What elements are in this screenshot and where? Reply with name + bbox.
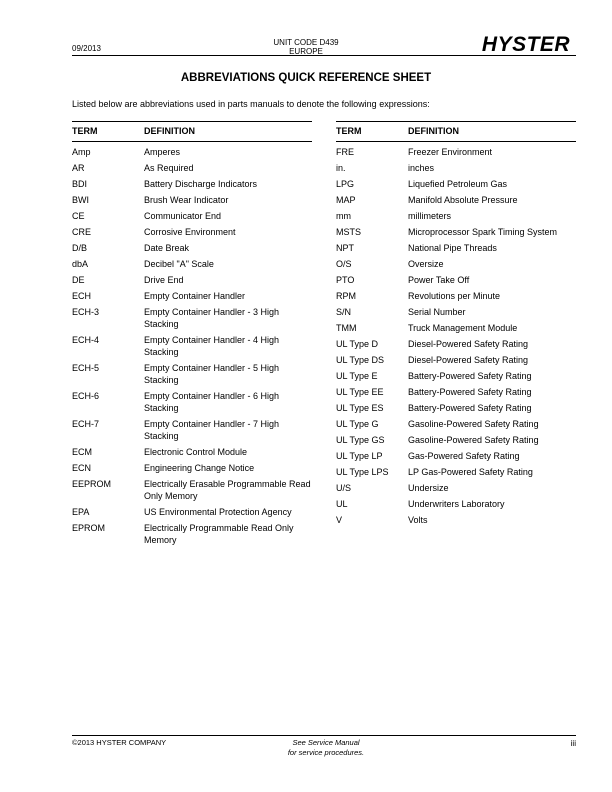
definition-cell: Underwriters Laboratory — [408, 499, 505, 509]
definition-cell: Diesel-Powered Safety Rating — [408, 339, 529, 349]
term-cell: EPROM — [72, 523, 106, 533]
table-rows — [336, 146, 576, 526]
term-cell: mm — [336, 211, 351, 221]
table-row — [336, 434, 576, 446]
definition-cell: Electrically Programmable Read Only Memory — [144, 523, 294, 545]
table-row — [72, 258, 312, 270]
table-row — [72, 462, 312, 474]
definition-cell: Brush Wear Indicator — [144, 195, 229, 205]
definition-cell: Empty Container Handler - 5 High Stacking — [144, 363, 280, 385]
footer-copyright: ©2013 HYSTER COMPANY — [72, 738, 167, 747]
table-row — [336, 290, 576, 302]
table-row — [72, 418, 312, 442]
definition-cell: LP Gas-Powered Safety Rating — [408, 467, 533, 477]
definition-cell: Freezer Environment — [408, 147, 493, 157]
term-cell: TMM — [336, 323, 357, 333]
table-row — [72, 194, 312, 206]
table-row — [336, 194, 576, 206]
definition-cell: Manifold Absolute Pressure — [408, 195, 518, 205]
definition-cell: Diesel-Powered Safety Rating — [408, 355, 529, 365]
footer-rule — [72, 735, 576, 736]
term-cell: ECH-3 — [72, 307, 100, 317]
table-row — [336, 418, 576, 430]
term-cell: BWI — [72, 195, 89, 205]
footer-note — [0, 738, 612, 758]
definition-cell: Engineering Change Notice — [144, 463, 255, 473]
intro-text: Listed below are abbreviations used in parts manuals to denote the following expressions: — [72, 99, 430, 109]
table-row — [72, 446, 312, 458]
table-row — [336, 162, 576, 174]
term-cell: AR — [72, 163, 85, 173]
table-row — [72, 506, 312, 518]
table-row — [336, 514, 576, 526]
table-row — [72, 290, 312, 302]
term-cell: S/N — [336, 307, 352, 317]
term-cell: UL Type E — [336, 371, 378, 381]
term-cell: V — [336, 515, 343, 525]
page-title: ABBREVIATIONS QUICK REFERENCE SHEET — [180, 72, 432, 84]
table-header-rule — [72, 141, 312, 142]
term-cell: UL Type DS — [336, 355, 385, 365]
term-cell: UL Type EE — [336, 387, 384, 397]
definition-column-header: DEFINITION — [408, 126, 459, 136]
term-cell: ECH — [72, 291, 92, 301]
term-cell: O/S — [336, 259, 352, 269]
table-row — [72, 522, 312, 546]
table-row — [72, 334, 312, 358]
definition-cell: inches — [408, 163, 435, 173]
table-row — [336, 322, 576, 334]
term-cell: MSTS — [336, 227, 362, 237]
table-row — [72, 306, 312, 330]
table-row — [336, 450, 576, 462]
table-row — [336, 226, 576, 238]
term-cell: ECN — [72, 463, 92, 473]
definition-cell: Electronic Control Module — [144, 447, 248, 457]
definition-cell: Truck Management Module — [408, 323, 518, 333]
term-cell: EEPROM — [72, 479, 112, 489]
definition-cell: US Environmental Protection Agency — [144, 507, 292, 517]
term-cell: UL Type ES — [336, 403, 384, 413]
abbreviations-table-left — [72, 121, 312, 546]
definition-cell: Gas-Powered Safety Rating — [408, 451, 520, 461]
footer-note-line1: See Service Manual — [292, 738, 360, 747]
definition-cell: Revolutions per Minute — [408, 291, 501, 301]
table-row — [336, 354, 576, 366]
table-rows — [72, 146, 312, 546]
table-row — [72, 210, 312, 222]
term-cell: ECH-4 — [72, 335, 100, 345]
table-row — [72, 178, 312, 190]
page-number: iii — [570, 739, 576, 748]
table-header — [336, 122, 576, 136]
term-cell: UL Type LPS — [336, 467, 389, 477]
definition-cell: Empty Container Handler — [144, 291, 246, 301]
definition-cell: Empty Container Handler - 4 High Stacking — [144, 335, 280, 357]
definition-cell: Date Break — [144, 243, 190, 253]
definition-cell: National Pipe Threads — [408, 243, 497, 253]
definition-cell: Empty Container Handler - 3 High Stacking — [144, 307, 280, 329]
header-date: 09/2013 — [72, 44, 101, 53]
term-cell: UL Type GS — [336, 435, 385, 445]
term-cell: UL Type G — [336, 419, 379, 429]
hyster-logo — [473, 33, 579, 55]
definition-cell: Decibel "A" Scale — [144, 259, 214, 269]
term-cell: EPA — [72, 507, 90, 517]
definition-cell: Drive End — [144, 275, 184, 285]
term-cell: UL — [336, 499, 348, 509]
table-header — [72, 122, 312, 136]
term-cell: Amp — [72, 147, 91, 157]
term-column-header: TERM — [72, 126, 98, 136]
definition-cell: Microprocessor Spark Timing System — [408, 227, 558, 237]
term-cell: CRE — [72, 227, 92, 237]
term-cell: UL Type D — [336, 339, 379, 349]
term-cell: CE — [72, 211, 85, 221]
table-row — [336, 482, 576, 494]
footer-note-line2: for service procedures. — [287, 748, 365, 757]
table-row — [72, 242, 312, 254]
table-row — [336, 466, 576, 478]
term-cell: FRE — [336, 147, 354, 157]
term-cell: NPT — [336, 243, 354, 253]
definition-cell: Communicator End — [144, 211, 222, 221]
svg-text:HYSTER: HYSTER — [481, 33, 571, 55]
region: EUROPE — [289, 47, 323, 56]
header-rule — [72, 55, 576, 56]
table-row — [72, 390, 312, 414]
term-cell: dbA — [72, 259, 89, 269]
table-row — [336, 386, 576, 398]
table-row — [72, 162, 312, 174]
definition-cell: Corrosive Environment — [144, 227, 236, 237]
term-cell: MAP — [336, 195, 356, 205]
table-row — [336, 370, 576, 382]
table-row — [72, 274, 312, 286]
definition-cell: Electrically Erasable Programmable Read Only Memory — [144, 479, 311, 501]
term-column-header: TERM — [336, 126, 362, 136]
term-cell: UL Type LP — [336, 451, 383, 461]
term-cell: PTO — [336, 275, 355, 285]
term-cell: U/S — [336, 483, 352, 493]
table-row — [72, 146, 312, 158]
term-cell: ECM — [72, 447, 92, 457]
table-row — [336, 338, 576, 350]
definition-cell: As Required — [144, 163, 194, 173]
term-cell: in. — [336, 163, 346, 173]
table-row — [336, 498, 576, 510]
table-row — [336, 242, 576, 254]
definition-cell: Empty Container Handler - 7 High Stacking — [144, 419, 280, 441]
definition-cell: Empty Container Handler - 6 High Stacking — [144, 391, 280, 413]
definition-cell: Battery-Powered Safety Rating — [408, 403, 532, 413]
table-header-rule — [336, 141, 576, 142]
table-row — [72, 362, 312, 386]
term-cell: BDI — [72, 179, 88, 189]
definition-cell: Battery-Powered Safety Rating — [408, 371, 532, 381]
unit-code: UNIT CODE D439 — [273, 38, 339, 47]
abbreviations-table-right — [336, 121, 576, 526]
table-row — [336, 258, 576, 270]
term-cell: RPM — [336, 291, 356, 301]
definition-cell: Serial Number — [408, 307, 466, 317]
definition-cell: Gasoline-Powered Safety Rating — [408, 435, 539, 445]
definition-cell: Liquefied Petroleum Gas — [408, 179, 508, 189]
term-cell: DE — [72, 275, 85, 285]
table-row — [72, 226, 312, 238]
table-row — [336, 146, 576, 158]
table-row — [336, 210, 576, 222]
definition-cell: Battery-Powered Safety Rating — [408, 387, 532, 397]
definition-cell: Gasoline-Powered Safety Rating — [408, 419, 539, 429]
term-cell: D/B — [72, 243, 88, 253]
table-row — [336, 178, 576, 190]
definition-cell: Power Take Off — [408, 275, 470, 285]
term-cell: ECH-5 — [72, 363, 100, 373]
term-cell: LPG — [336, 179, 355, 189]
table-row — [336, 402, 576, 414]
definition-cell: Amperes — [144, 147, 181, 157]
table-row — [336, 306, 576, 318]
definition-cell: Volts — [408, 515, 428, 525]
table-row — [336, 274, 576, 286]
definition-cell: Oversize — [408, 259, 444, 269]
definition-column-header: DEFINITION — [144, 126, 195, 136]
term-cell: ECH-6 — [72, 391, 100, 401]
table-row — [72, 478, 312, 502]
definition-cell: millimeters — [408, 211, 452, 221]
term-cell: ECH-7 — [72, 419, 100, 429]
definition-cell: Undersize — [408, 483, 449, 493]
definition-cell: Battery Discharge Indicators — [144, 179, 258, 189]
